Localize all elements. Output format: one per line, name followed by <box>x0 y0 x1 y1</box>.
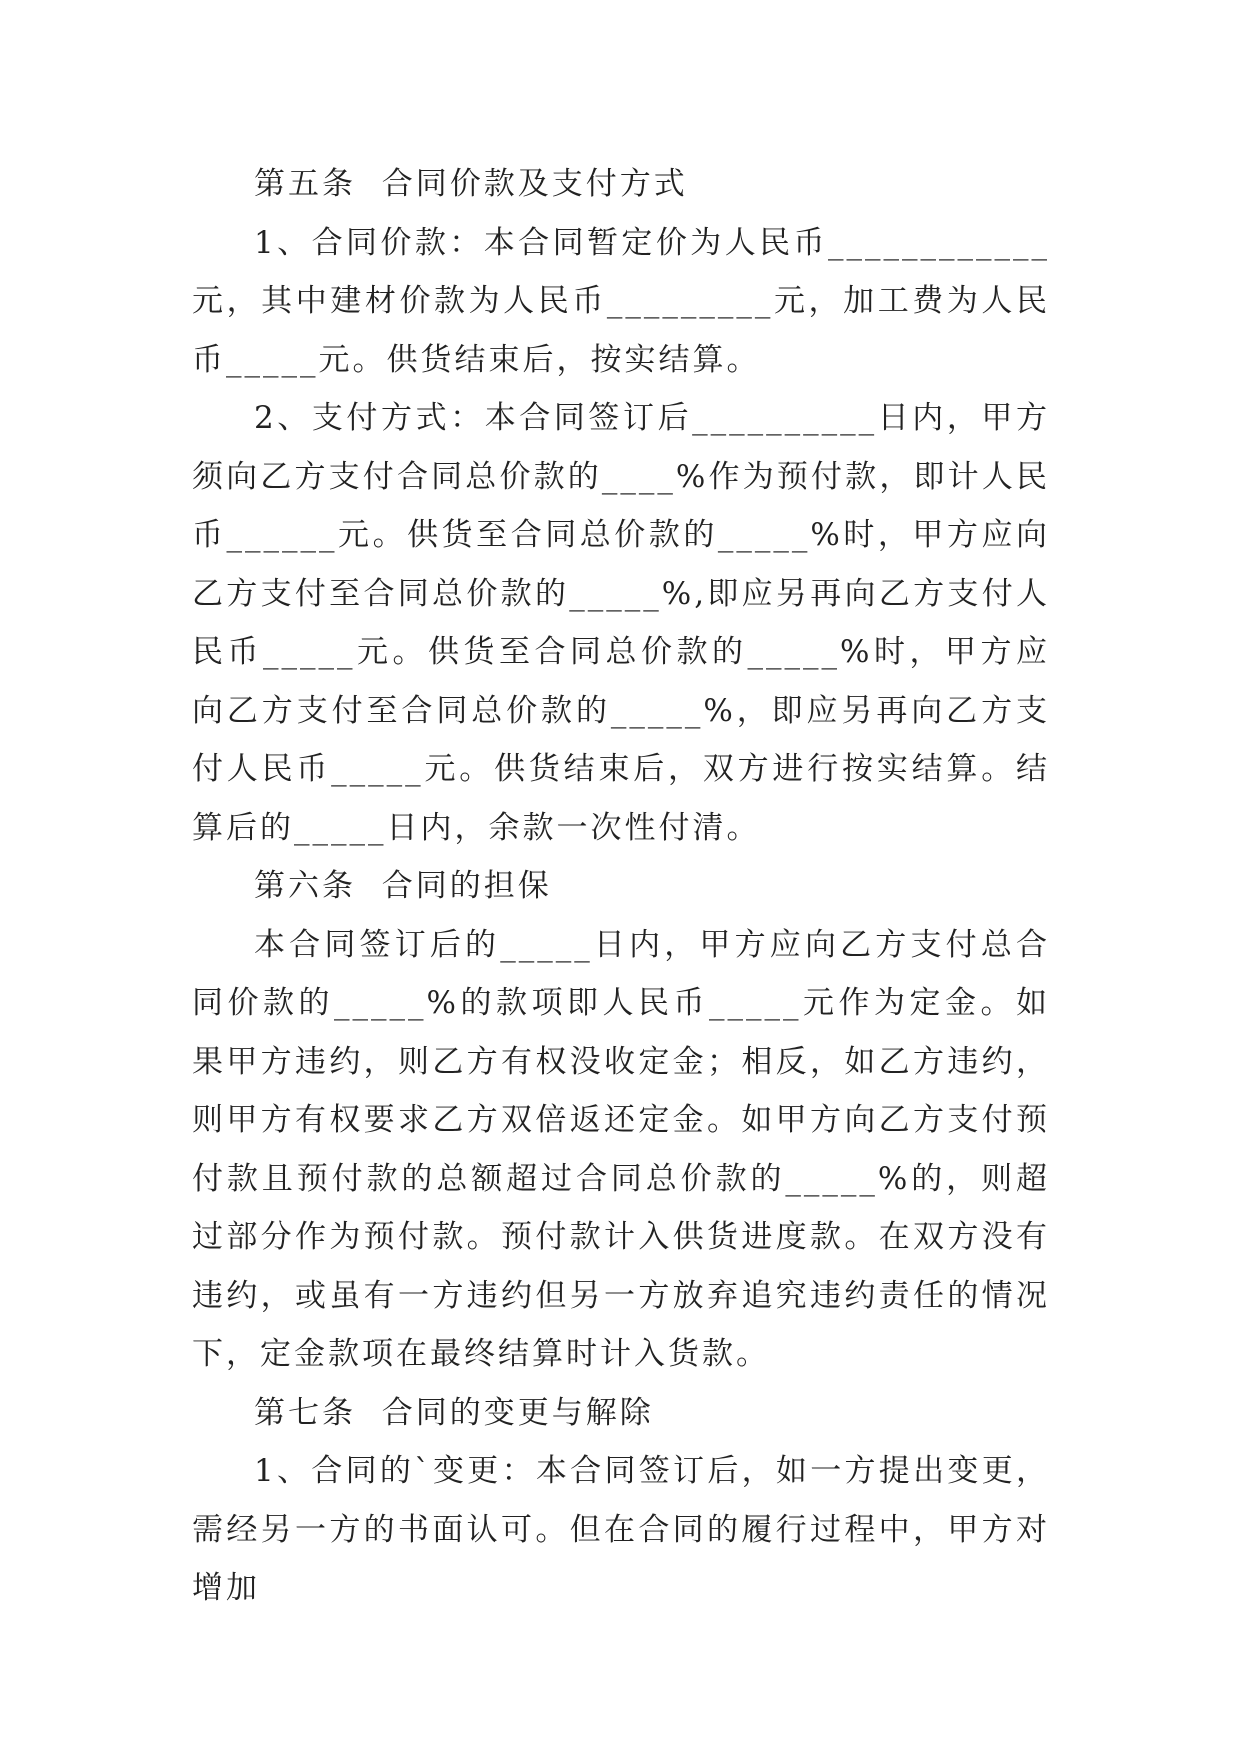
article-6-body: 本合同签订后的_____日内，甲方应向乙方支付总合同价款的_____%的款项即人民币_____元作为定金。如果甲方违约，则乙方有权没收定金；相反，如乙方违约，则甲方有权要求乙方双倍返还定金。如甲方向乙方支付预付款且预付款的总额超过合同总价款的_____%的，则超过部分作为预付款。预付款计入供货进度款。在双方没有违约，或虽有一方违约但另一方放弃追究违约责任的情况下，定金款项在最终结算时计入货款。 <box>192 926 1050 1372</box>
document-page <box>192 155 1050 1618</box>
article-7-clause-1: 1、合同的`变更：本合同签订后，如一方提出变更，需经另一方的书面认可。但在合同的履行过程中，甲方对增加 <box>192 1453 1050 1606</box>
article-6-heading: 第六条 合同的担保 <box>254 868 552 904</box>
article-5-heading: 第五条 合同价款及支付方式 <box>254 166 688 202</box>
article-5-clause-2: 2、支付方式：本合同签订后__________日内，甲方须向乙方支付合同总价款的____%作为预付款，即计人民币______元。供货至合同总价款的_____%时，甲方应向乙方支付至合同总价款的_____%,即应另再向乙方支付人民币_____元。供货至合同总价款的_____%时，甲方应向乙方支付至合同总价款的_____%，即应另再向乙方支付人民币_____元。供货结束后，双方进行按实结算。结算后的_____日内，余款一次性付清。 <box>192 400 1050 846</box>
article-5-clause-1: 1、合同价款：本合同暂定价为人民币____________元，其中建材价款为人民币_________元，加工费为人民币_____元。供货结束后，按实结算。 <box>192 224 1050 378</box>
article-7-heading: 第七条 合同的变更与解除 <box>254 1394 654 1431</box>
